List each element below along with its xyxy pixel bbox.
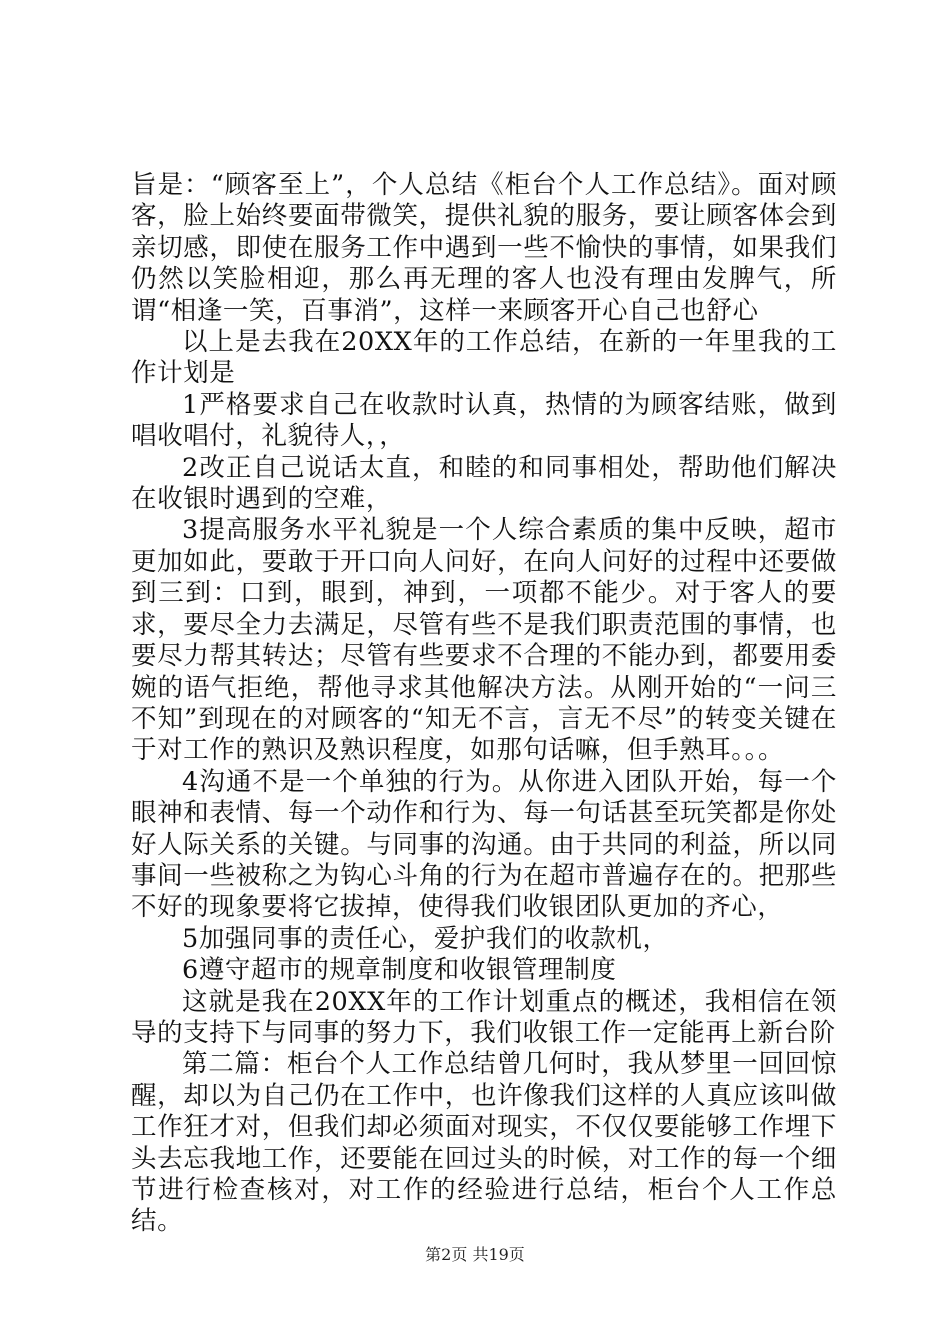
- paragraph-plan-item-5: 5加强同事的责任心，爱护我们的收款机，: [182, 923, 669, 954]
- document-body: [131, 170, 837, 1238]
- paragraph-summary-intro: 以上是去我在20XX年的工作总结，在新的一年里我的工作计划是: [131, 327, 837, 389]
- paragraph-plan-item-2: 2改正自己说话太直，和睦的和同事相处，帮助他们解决在收银时遇到的空难，: [131, 452, 837, 515]
- paragraph-plan-item-1: 1严格要求自己在收款时认真，热情的为顾客结账，做到唱收唱付，礼貌待人，，: [131, 389, 837, 452]
- paragraph-plan-conclusion: 这就是我在20XX年的工作计划重点的概述，我相信在领导的支持下与同事的努力下，我们收银工作一定能再上新台阶: [131, 986, 837, 1048]
- paragraph-plan-item-3: 3提高服务水平礼貌是一个人综合素质的集中反映，超市更加如此，要敢于开口向人问好，在向人问好的过程中还要做到三到：口到，眼到，神到，一项都不能少。对于客人的要求，要尽全力去满足，尽管有些不是我们职责范围的事情，也要尽力帮其转达；尽管有些要求不合理的不能办到，都要用委婉的语气拒绝，帮他寻求其他解决方法。从刚开始的“一问三不知”到现在的对顾客的“知无不言，言无不尽”的转变关键在于对工作的熟识及熟识程度，如那句话嘛，但手熟耳。。。: [131, 515, 837, 766]
- paragraph-plan-item-4: 4沟通不是一个单独的行为。从你进入团队开始，每一个眼神和表情、每一个动作和行为、每一句话甚至玩笑都是你处好人际关系的关键。与同事的沟通。由于共同的利益，所以同事间一些被称之为钩心斗角的行为在超市普遍存在的。把那些不好的现象要将它拔掉，使得我们收银团队更加的齐心，: [131, 766, 837, 923]
- page-number-footer: 第2页 共19页: [425, 1245, 525, 1264]
- paragraph-continuation: 旨是：“顾客至上”，个人总结《柜台个人工作总结》。面对顾客，脸上始终要面带微笑，提供礼貌的服务，要让顾客体会到亲切感，即使在服务工作中遇到一些不愉快的事情，如果我们仍然以笑脸相迎，那么再无理的客人也没有理由发脾气，所谓“相逢一笑，百事消”，这样一来顾客开心自己也舒心: [131, 170, 837, 326]
- paragraph-second-article: 第二篇：柜台个人工作总结曾几何时，我从梦里一回回惊醒，却以为自己仍在工作中，也许像我们这样的人真应该叫做工作狂才对，但我们却必须面对现实，不仅仅要能够工作埋下头去忘我地工作，还要能在回过头的时候，对工作的每一个细节进行检查核对，对工作的经验进行总结，柜台个人工作总结。: [131, 1049, 837, 1237]
- paragraph-plan-item-6: 6遵守超市的规章制度和收银管理制度: [182, 955, 617, 986]
